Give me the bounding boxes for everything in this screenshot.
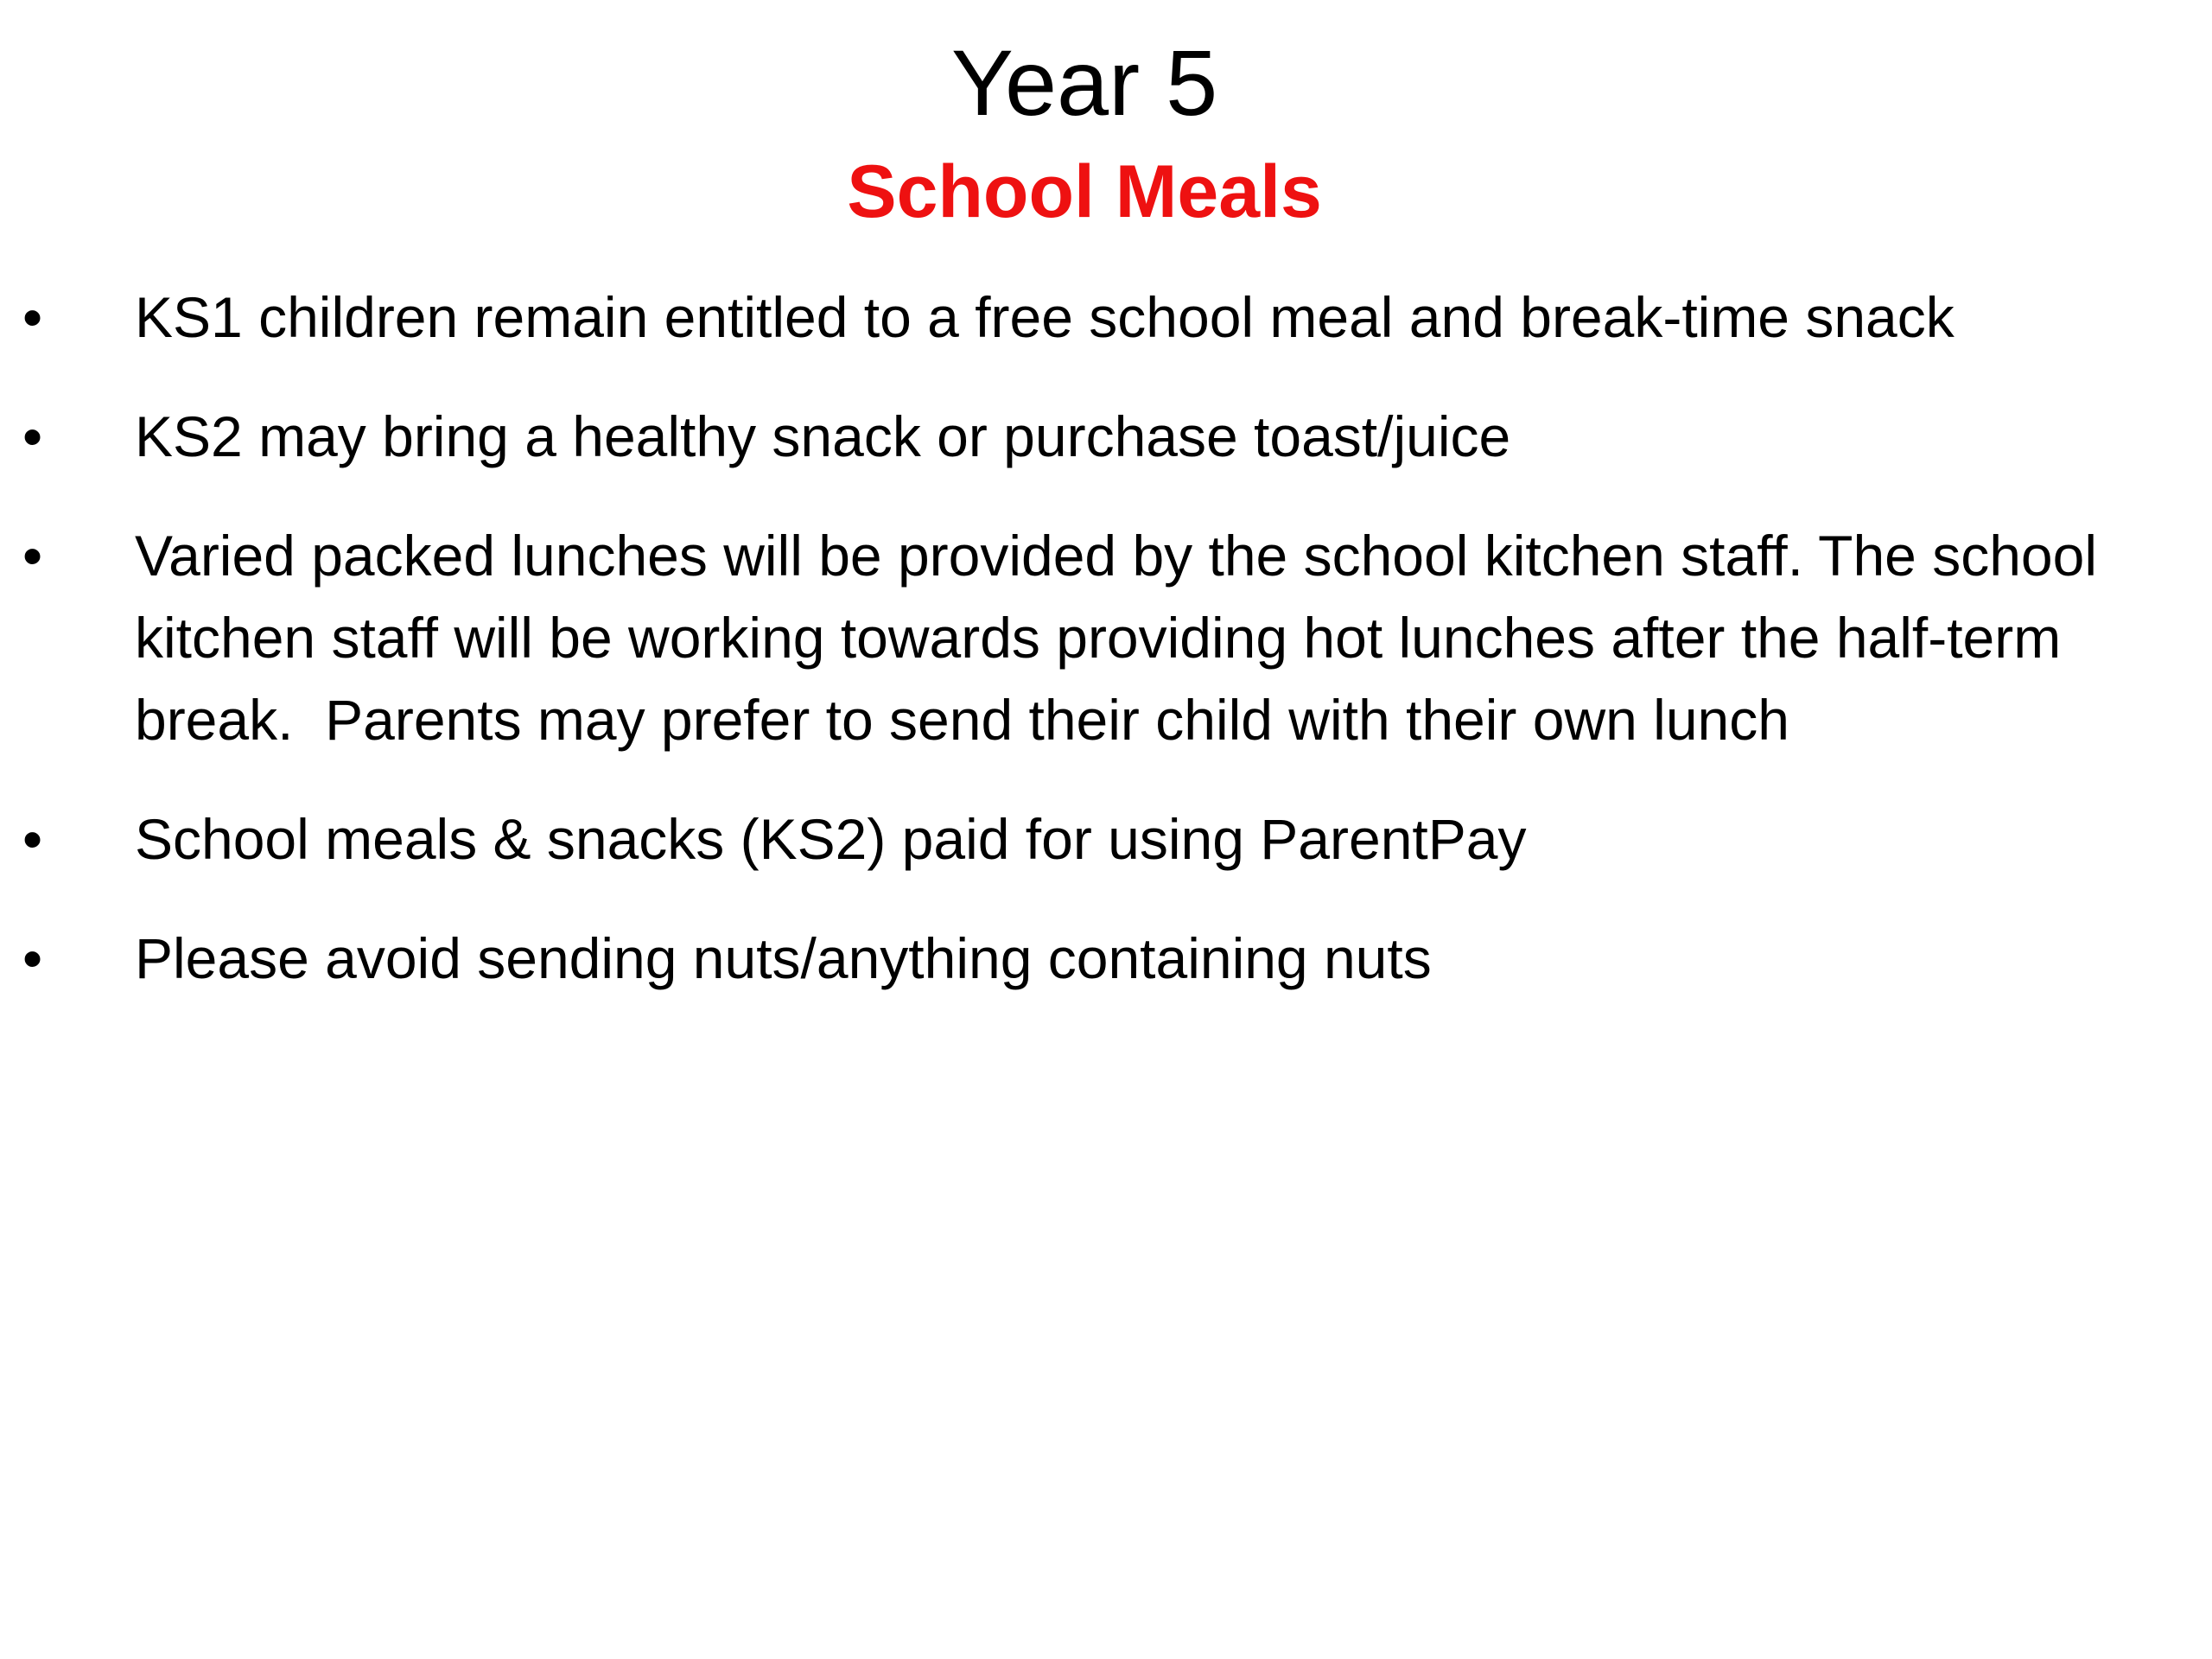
bullet-point-icon: •	[22, 404, 43, 468]
bullet-item	[0, 798, 2177, 880]
bullet-item	[0, 918, 2177, 1000]
bullet-text: Please avoid sending nuts/anything containing nuts	[135, 926, 1432, 990]
bullet-text: KS2 may bring a healthy snack or purchase toast/juice	[135, 404, 1511, 468]
bullet-point-icon: •	[22, 524, 43, 588]
bullet-item	[0, 396, 2177, 478]
slide-title: Year 5	[950, 30, 1218, 135]
bullet-item	[0, 515, 2177, 761]
bullet-list	[0, 276, 2177, 1037]
bullet-point-icon: •	[22, 807, 43, 871]
bullet-point-icon: •	[22, 285, 43, 349]
bullet-point-icon: •	[22, 926, 43, 990]
bullet-text: Varied packed lunches will be provided by the school kitchen staff. The school kitchen staff will be working towards providing hot lunches after the half-term break. Parents may prefer to send their child with their own lunch	[135, 524, 2113, 752]
bullet-text: KS1 children remain entitled to a free school meal and break-time snack	[135, 285, 1955, 349]
slide-subtitle: School Meals	[847, 150, 1322, 233]
bullet-text: School meals & snacks (KS2) paid for using ParentPay	[135, 807, 1527, 871]
bullet-item	[0, 276, 2177, 359]
